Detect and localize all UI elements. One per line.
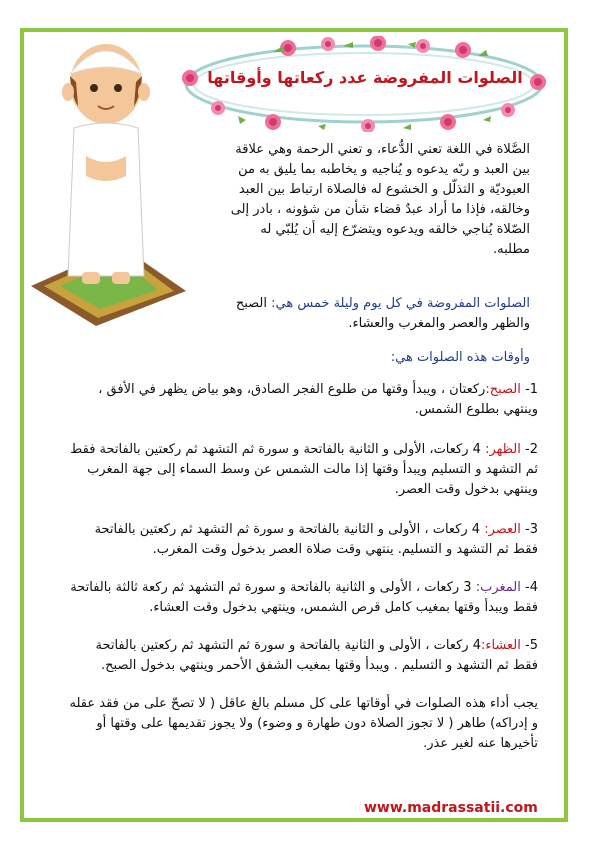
times-heading: وأوقات هذه الصلوات هي: — [390, 350, 530, 365]
conclusion-line: و إدراكه) طاهر ( لا تجوز الصلاة دون طهارة و وضوء) ولا يجوز تقديمها على وقتها أو — [96, 716, 538, 731]
prayer-line: وينتهي بدخول وقت العصر. — [394, 482, 538, 497]
five-prayers-first: الصبح — [235, 296, 272, 311]
prayer-line: فقط ويبدأ وقتها بمغيب كامل قرص الشمس، وينتهي بدخول وقت العشاء. — [149, 600, 538, 615]
intro-line: الصّلاة يُناجي خالقه ويدعوه ويتضرّع إليه أن يُلبّي له — [260, 222, 530, 237]
prayer-number: 5- — [525, 638, 538, 653]
prayer-line: 4 ركعات ، الأولى و الثانية بالفاتحة و سورة ثم التشهد ثم ركعتين بالفاتحة — [94, 522, 485, 537]
prayer-line: ثم التشهد و التسليم ويبدأ وقتها إذا مالت الشمس عن وسط السماء إلى جهة المغرب — [87, 462, 538, 477]
prayer-line: 4 ركعات، الأولى و الثانية بالفاتحة و سورة ثم التشهد ثم ركعتين بالفاتحة فقط — [70, 442, 486, 457]
prayer-line: فقط ثم التشهد و التسليم. ينتهي وقت صلاة العصر بدخول وقت المغرب. — [152, 542, 538, 557]
prayer-line: فقط ثم التشهد و التسليم . ويبدأ وقتها بمغيب الشفق الأحمر وينتهي بدخول الصبح. — [101, 658, 538, 673]
prayer-item-fajr — [40, 380, 538, 420]
conclusion-paragraph — [40, 694, 538, 754]
prayer-line: 3 ركعات ، الأولى و الثانية بالفاتحة و سورة ثم التشهد ثم ركعة ثالثة بالفاتحة — [70, 580, 476, 595]
prayer-name: المغرب: — [475, 580, 521, 595]
conclusion-line: يجب أداء هذه الصلوات في أوقاتها على كل مسلم بالغ عاقل ( لا تصحّ على من فقد عقله — [69, 696, 538, 711]
praying-boy-illustration — [26, 36, 191, 326]
prayer-item-isha — [40, 636, 538, 676]
page-title: الصلوات المفروضة عدد ركعاتها وأوقاتها — [207, 68, 523, 87]
five-prayers-paragraph — [200, 294, 530, 334]
prayer-item-maghrib — [40, 578, 538, 618]
conclusion-line: تأخيرها عنه لغير عذر. — [423, 736, 538, 751]
prayer-item-dhuhr — [40, 440, 538, 500]
footer-link[interactable]: www.madrassatii.com — [364, 800, 538, 816]
boy-icon — [62, 44, 150, 284]
intro-line: وخالقه، فإذا ما أراد عبدٌ قضاء شأن من شؤونه ، بادر إلى — [230, 202, 530, 217]
prayer-line: وينتهي بطلوع الشمس. — [414, 402, 538, 417]
prayer-number: 4- — [525, 580, 538, 595]
intro-line: الصَّلاة في اللغة تعني الدُّعاء، و تعني الرحمة وهي علاقة — [235, 142, 530, 157]
five-prayers-list: والظهر والعصر والمغرب والعشاء. — [348, 316, 530, 331]
prayer-name: الصبح: — [485, 382, 521, 397]
intro-line: العبوديّة و التذلّل و الخشوع له فالصلاة ارتباط بين العبد — [238, 182, 530, 197]
prayer-number: 2- — [525, 442, 538, 457]
prayer-name: الظهر: — [485, 442, 521, 457]
intro-line: بين العبد و ربّه يدعوه و يُناجيه و يخاطبه بما يليق به من — [238, 162, 530, 177]
prayer-item-asr — [40, 520, 538, 560]
intro-paragraph — [200, 140, 530, 260]
prayer-number: 1- — [525, 382, 538, 397]
prayer-line: ركعتان ، ويبدأ وقتها من طلوع الفجر الصادق، وهو بياض يظهر في الأفق ، — [98, 382, 486, 397]
prayer-name: العصر: — [484, 522, 521, 537]
five-prayers-lead: الصلوات المفروضة في كل يوم وليلة خمس هي: — [271, 296, 530, 311]
prayer-number: 3- — [525, 522, 538, 537]
intro-line: مطلبه. — [493, 242, 530, 257]
prayer-name: العشاء: — [480, 638, 521, 653]
prayer-line: 4 ركعات ، الأولى و الثانية بالفاتحة و سورة ثم التشهد ثم ركعتين بالفاتحة — [95, 638, 481, 653]
